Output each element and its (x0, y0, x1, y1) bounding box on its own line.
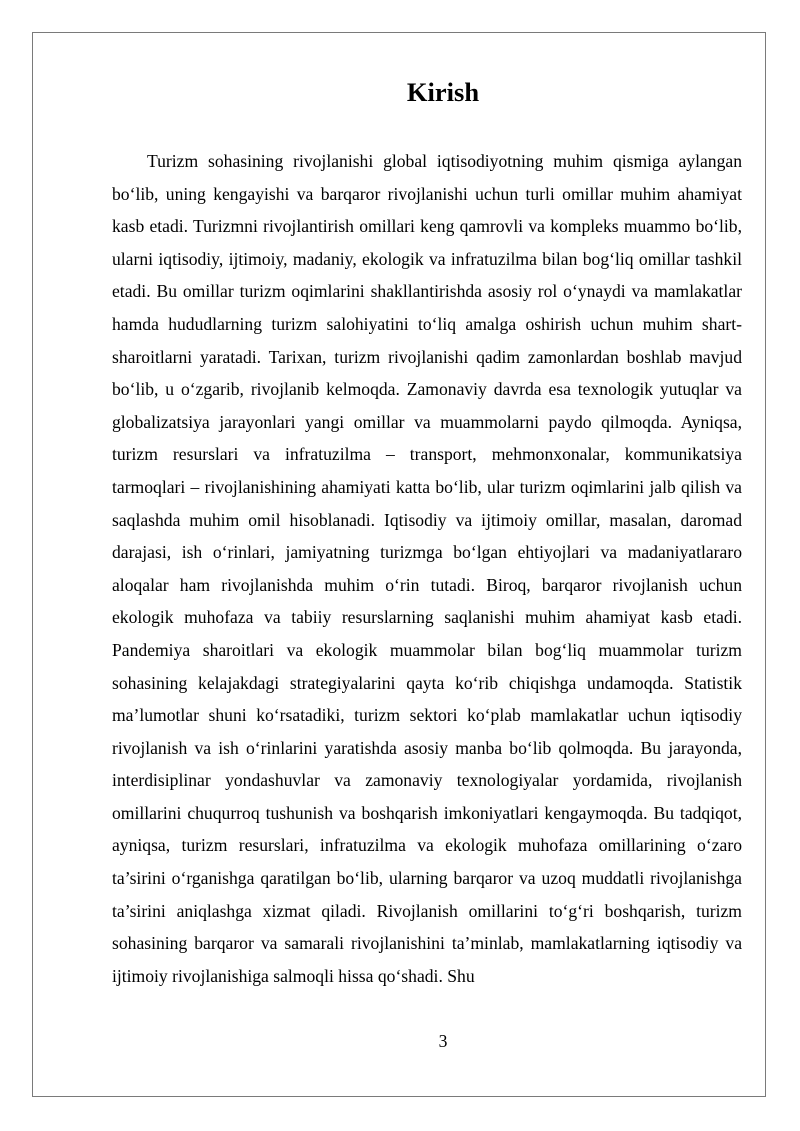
page-number: 3 (438, 1031, 448, 1051)
body-paragraph: Turizm sohasining rivojlanishi global iqtisodiyotning muhim qismiga aylangan bo‘lib, uning kengayishi va barqaror rivojlanishi uchun turli omillar muhim ahamiyat kasb etadi. Turizmni rivojlantirish omillari keng qamrovli va kompleks muammo bo‘lib, ularni iqtisodiy, ijtimoiy, madaniy, ekologik va infratuzilma bilan bog‘liq omillar tashkil etadi. Bu omillar turizm oqimlarini shakllantirishda asosiy rol o‘ynaydi va mamlakatlar hamda hududlarning turizm salohiyatini to‘liq amalga oshirish uchun muhim shart-sharoitlarni yaratadi. Tarixan, turizm rivojlanishi qadim zamonlardan boshlab mavjud bo‘lib, u o‘zgarib, rivojlanib kelmoqda. Zamonaviy davrda esa texnologik yutuqlar va globalizatsiya jarayonlari yangi omillar va muammolarni paydo qilmoqda. Ayniqsa, turizm resurslari va infratuzilma – transport, mehmonxonalar, kommunikatsiya tarmoqlari – rivojlanishining ahamiyati katta bo‘lib, ular turizm oqimlarini jalb qilish va saqlashda muhim omil hisoblanadi. Iqtisodiy va ijtimoiy omillar, masalan, daromad darajasi, ish o‘rinlari, jamiyatning turizmga bo‘lgan ehtiyojlari va madaniyatlararo aloqalar ham rivojlanishda muhim o‘rin tutadi. Biroq, barqaror rivojlanish uchun ekologik muhofaza va tabiiy resurslarning saqlanishi muhim ahamiyat kasb etadi. Pandemiya sharoitlari va ekologik muammolar bilan bog‘liq muammolar turizm sohasining kelajakdagi strategiyalarini qayta ko‘rib chiqishga undamoqda. Statistik ma’lumotlar shuni ko‘rsatadiki, turizm sektori ko‘plab mamlakatlar uchun iqtisodiy rivojlanish va ish o‘rinlarini yaratishda asosiy manba bo‘lib qolmoqda. Bu jarayonda, interdisiplinar yondashuvlar va zamonaviy texnologiyalar yordamida, rivojlanish omillarini chuqurroq tushunish va boshqarish imkoniyatlari kengaymoqda. Bu tadqiqot, ayniqsa, turizm resurslari, infratuzilma va ekologik muhofaza omillarining o‘zaro ta’sirini o‘rganishga qaratilgan bo‘lib, ularning barqaror va uzoq muddatli rivojlanishga ta’sirini aniqlashga xizmat qiladi. Rivojlanish omillarini to‘g‘ri boshqarish, turizm sohasining barqaror va samarali rivojlanishini ta’minlab, mamlakatlarning iqtisodiy va ijtimoiy rivojlanishiga salmoqli hissa qo‘shadi. Shu (112, 151, 742, 986)
page-title: Kirish (406, 77, 480, 107)
